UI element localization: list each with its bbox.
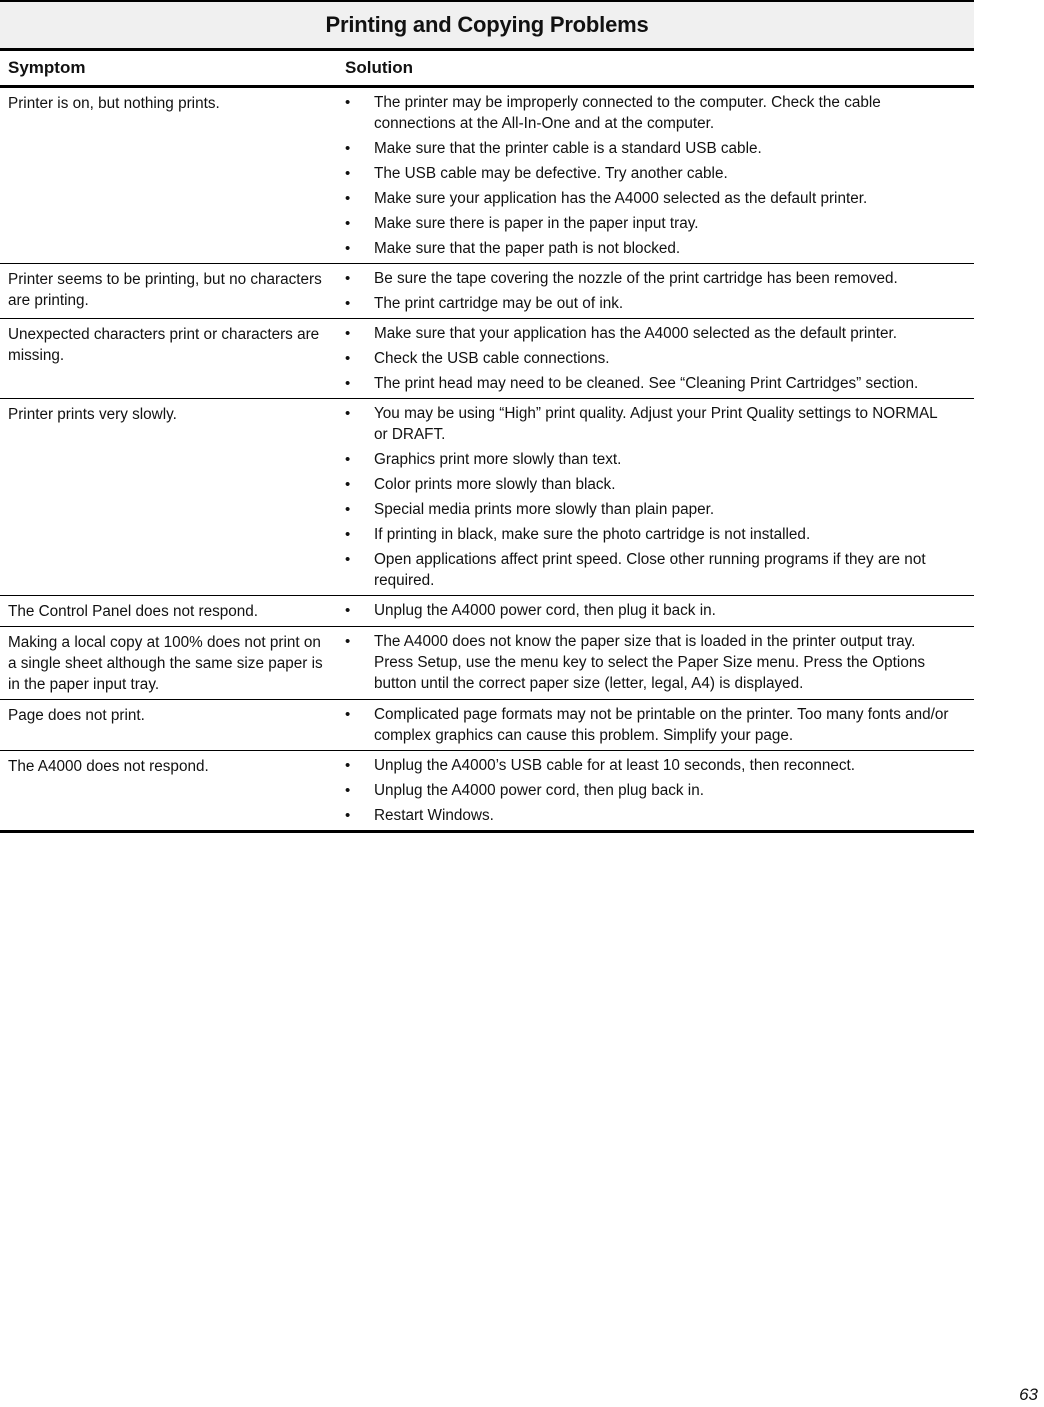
bullet-icon: • <box>345 807 351 824</box>
solution-text: Make sure that your application has the A4000 selected as the default printer. <box>374 325 897 342</box>
solution-text: Make sure that the paper path is not blocked. <box>374 240 681 257</box>
solution-item <box>345 213 966 234</box>
bullet-icon: • <box>345 602 351 619</box>
solution-item <box>345 268 966 289</box>
solution-item <box>345 373 966 394</box>
solution-item <box>345 348 966 369</box>
solution-text: If printing in black, make sure the photo cartridge is not installed. <box>374 526 811 543</box>
solution-text: You may be using “High” print quality. Adjust your Print Quality settings to NORMAL or DRAFT. <box>374 405 938 443</box>
solution-list <box>345 631 966 694</box>
symptom-cell: Unexpected characters print or characters are missing. <box>8 326 320 364</box>
table-title: Printing and Copying Problems <box>0 0 974 51</box>
solution-text: Open applications affect print speed. Close other running programs if they are not required. <box>374 551 926 589</box>
solution-item <box>345 293 966 314</box>
solution-text: The printer may be improperly connected to the computer. Check the cable connections at the All-In-One and at the computer. <box>374 94 881 132</box>
solution-text: The print cartridge may be out of ink. <box>374 295 624 312</box>
solution-item <box>345 524 966 545</box>
solution-list <box>345 704 966 746</box>
bullet-icon: • <box>345 350 351 367</box>
solution-text: Unplug the A4000 power cord, then plug it back in. <box>374 602 716 619</box>
solution-text: Unplug the A4000’s USB cable for at least 10 seconds, then reconnect. <box>374 757 856 774</box>
solution-cell <box>337 88 974 264</box>
bullet-icon: • <box>345 190 351 207</box>
symptom-cell: Printer prints very slowly. <box>8 406 177 423</box>
bullet-icon: • <box>345 215 351 232</box>
solution-text: Special media prints more slowly than plain paper. <box>374 501 715 518</box>
table-row <box>0 319 974 399</box>
solution-cell <box>337 264 974 319</box>
solution-cell <box>337 399 974 596</box>
bullet-icon: • <box>345 633 351 650</box>
solution-text: The A4000 does not know the paper size that is loaded in the printer output tray. Press Setup, use the menu key to select the Paper Size menu. Press the Options button until the correct paper size (letter, legal, A4) is displayed. <box>374 633 925 692</box>
solution-item <box>345 780 966 801</box>
solution-item <box>345 600 966 621</box>
solution-item <box>345 238 966 259</box>
bullet-icon: • <box>345 476 351 493</box>
solution-cell <box>337 319 974 399</box>
bullet-icon: • <box>345 451 351 468</box>
solution-item <box>345 499 966 520</box>
table-row <box>0 751 974 832</box>
solution-list <box>345 755 966 826</box>
solution-text: Restart Windows. <box>374 807 494 824</box>
solution-item <box>345 755 966 776</box>
solution-cell <box>337 627 974 700</box>
symptom-cell: Page does not print. <box>8 707 145 724</box>
symptom-cell: Printer seems to be printing, but no characters are printing. <box>8 271 322 309</box>
solution-text: Make sure that the printer cable is a standard USB cable. <box>374 140 762 157</box>
bullet-icon: • <box>345 94 351 111</box>
table-row <box>0 399 974 596</box>
solution-item <box>345 163 966 184</box>
problems-table <box>0 88 974 833</box>
solution-cell <box>337 596 974 627</box>
table-row <box>0 264 974 319</box>
solution-list <box>345 323 966 394</box>
symptom-cell: The A4000 does not respond. <box>8 758 209 775</box>
bullet-icon: • <box>345 526 351 543</box>
symptom-cell: The Control Panel does not respond. <box>8 603 259 620</box>
table-row <box>0 700 974 751</box>
solution-text: Check the USB cable connections. <box>374 350 610 367</box>
table-row <box>0 627 974 700</box>
solution-item <box>345 805 966 826</box>
solution-cell <box>337 700 974 751</box>
solution-list <box>345 403 966 591</box>
bullet-icon: • <box>345 706 351 723</box>
solution-item <box>345 631 966 694</box>
bullet-icon: • <box>345 295 351 312</box>
solution-text: Complicated page formats may not be printable on the printer. Too many fonts and/or complex graphics can cause this problem. Simplify your page. <box>374 706 949 744</box>
solution-list <box>345 268 966 314</box>
solution-text: Graphics print more slowly than text. <box>374 451 622 468</box>
solution-item <box>345 92 966 134</box>
solution-cell <box>337 751 974 832</box>
symptom-cell: Printer is on, but nothing prints. <box>8 95 220 112</box>
bullet-icon: • <box>345 757 351 774</box>
bullet-icon: • <box>345 325 351 342</box>
solution-text: Be sure the tape covering the nozzle of the print cartridge has been removed. <box>374 270 898 287</box>
solution-text: Make sure your application has the A4000 selected as the default printer. <box>374 190 868 207</box>
bullet-icon: • <box>345 551 351 568</box>
solution-text: The print head may need to be cleaned. See “Cleaning Print Cartridges” section. <box>374 375 919 392</box>
bullet-icon: • <box>345 405 351 422</box>
solution-item <box>345 449 966 470</box>
solution-text: Make sure there is paper in the paper input tray. <box>374 215 699 232</box>
page-number: 63 <box>1019 1385 1038 1404</box>
table-header-row <box>0 51 974 88</box>
symptom-cell: Making a local copy at 100% does not print on a single sheet although the same size paper is in the paper input tray. <box>8 634 323 693</box>
solution-text: The USB cable may be defective. Try another cable. <box>374 165 728 182</box>
solution-item <box>345 704 966 746</box>
table-row <box>0 596 974 627</box>
solution-item <box>345 474 966 495</box>
solution-item <box>345 188 966 209</box>
solution-item <box>345 549 966 591</box>
bullet-icon: • <box>345 165 351 182</box>
bullet-icon: • <box>345 240 351 257</box>
bullet-icon: • <box>345 782 351 799</box>
bullet-icon: • <box>345 375 351 392</box>
solution-item <box>345 138 966 159</box>
solution-list <box>345 92 966 259</box>
solution-item <box>345 323 966 344</box>
solution-text: Color prints more slowly than black. <box>374 476 616 493</box>
solution-item <box>345 403 966 445</box>
bullet-icon: • <box>345 501 351 518</box>
table-row <box>0 88 974 264</box>
bullet-icon: • <box>345 270 351 287</box>
symptom-header: Symptom <box>8 58 86 77</box>
solution-text: Unplug the A4000 power cord, then plug back in. <box>374 782 704 799</box>
bullet-icon: • <box>345 140 351 157</box>
solution-header: Solution <box>345 58 413 77</box>
solution-list <box>345 600 966 621</box>
